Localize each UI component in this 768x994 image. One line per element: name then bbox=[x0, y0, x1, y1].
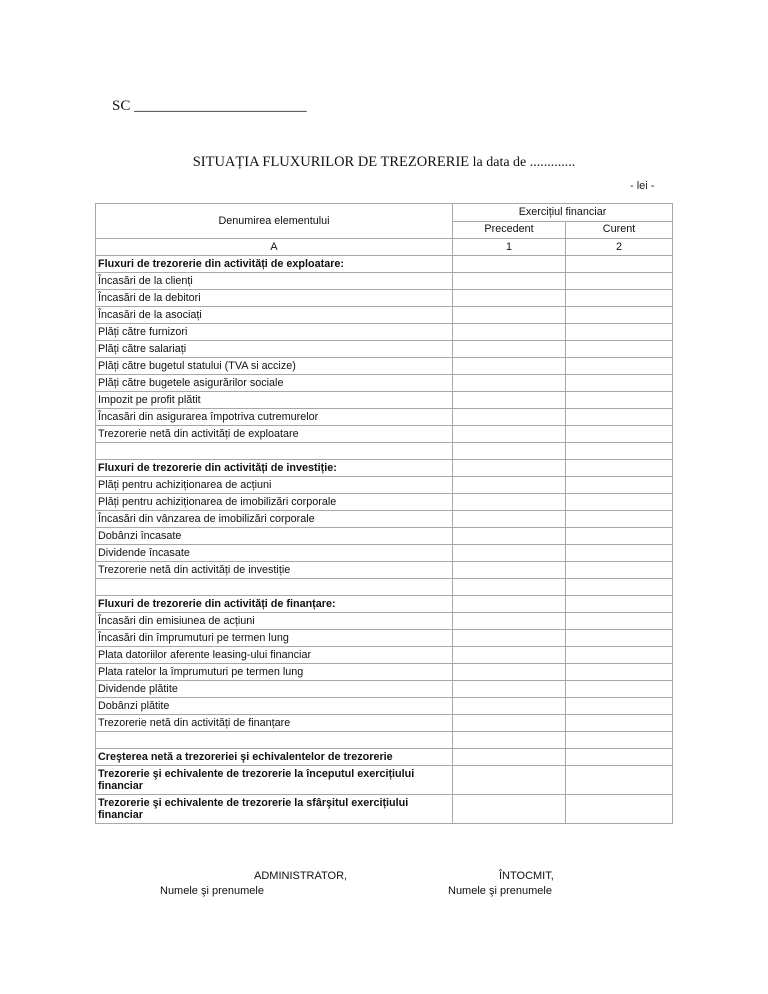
value-cell-previous[interactable] bbox=[453, 681, 566, 698]
value-cell-current[interactable] bbox=[566, 562, 673, 579]
row-label: Fluxuri de trezorerie din activități de finanțare: bbox=[96, 596, 453, 613]
admin-title: ADMINISTRATOR, bbox=[254, 870, 348, 882]
value-cell-previous[interactable] bbox=[453, 409, 566, 426]
value-cell-current[interactable] bbox=[566, 715, 673, 732]
currency-unit: - lei - bbox=[630, 180, 655, 192]
table-row bbox=[96, 613, 673, 630]
value-cell-current[interactable] bbox=[566, 681, 673, 698]
row-label: Încasări de la asociați bbox=[96, 307, 453, 324]
row-label: Dividende plătite bbox=[96, 681, 453, 698]
row-label: Încasări din emisiunea de acțiuni bbox=[96, 613, 453, 630]
row-label: Încasări din împrumuturi pe termen lung bbox=[96, 630, 453, 647]
value-cell-previous[interactable] bbox=[453, 795, 566, 824]
table-row bbox=[96, 511, 673, 528]
cash-flow-table bbox=[95, 203, 673, 824]
title-main: SITUAȚIA FLUXURILOR DE TREZORERIE bbox=[192, 154, 470, 170]
value-cell-previous[interactable] bbox=[453, 477, 566, 494]
value-cell-current[interactable] bbox=[566, 749, 673, 766]
value-cell-current[interactable] bbox=[566, 392, 673, 409]
table-row bbox=[96, 460, 673, 477]
value-cell-previous[interactable] bbox=[453, 307, 566, 324]
value-cell-previous[interactable] bbox=[453, 426, 566, 443]
table-row bbox=[96, 749, 673, 766]
value-cell-current[interactable] bbox=[566, 630, 673, 647]
value-cell-current[interactable] bbox=[566, 596, 673, 613]
value-cell-previous[interactable] bbox=[453, 528, 566, 545]
row-label: Trezorerie netă din activități de finanțare bbox=[96, 715, 453, 732]
table-row bbox=[96, 562, 673, 579]
value-cell-current[interactable] bbox=[566, 664, 673, 681]
value-cell-current[interactable] bbox=[566, 290, 673, 307]
row-spacer bbox=[96, 732, 453, 749]
header-financial-year: Exercițiul financiar bbox=[453, 204, 673, 222]
value-cell-previous[interactable] bbox=[453, 630, 566, 647]
table-row bbox=[96, 443, 673, 460]
company-line: SC _______________________ bbox=[112, 98, 307, 114]
value-cell-previous[interactable] bbox=[453, 443, 566, 460]
row-label: Trezorerie şi echivalente de trezorerie la începutul exercițiului financiar bbox=[96, 766, 453, 795]
prepared-title: ÎNTOCMIT, bbox=[499, 870, 554, 882]
row-label: Creşterea netă a trezoreriei şi echivalentelor de trezorerie bbox=[96, 749, 453, 766]
value-cell-previous[interactable] bbox=[453, 290, 566, 307]
table-row bbox=[96, 766, 673, 795]
header-current: Curent bbox=[566, 221, 673, 239]
row-label: Plăți către furnizori bbox=[96, 324, 453, 341]
row-label: Încasări din vânzarea de imobilizări corporale bbox=[96, 511, 453, 528]
table-row bbox=[96, 681, 673, 698]
value-cell-previous[interactable] bbox=[453, 749, 566, 766]
row-label: Încasări de la clienți bbox=[96, 273, 453, 290]
table-row bbox=[96, 375, 673, 392]
row-label: Plăți pentru achiziționarea de acțiuni bbox=[96, 477, 453, 494]
value-cell-previous[interactable] bbox=[453, 324, 566, 341]
value-cell-current[interactable] bbox=[566, 409, 673, 426]
table-row bbox=[96, 307, 673, 324]
value-cell-previous[interactable] bbox=[453, 375, 566, 392]
row-label: Trezorerie şi echivalente de trezorerie la sfârşitul exercițiului financiar bbox=[96, 795, 453, 824]
table-row bbox=[96, 579, 673, 596]
value-cell-previous[interactable] bbox=[453, 511, 566, 528]
table-row bbox=[96, 732, 673, 749]
row-label: Trezorerie netă din activități de investiție bbox=[96, 562, 453, 579]
row-label: Încasări de la debitori bbox=[96, 290, 453, 307]
value-cell-current[interactable] bbox=[566, 795, 673, 824]
table-row bbox=[96, 358, 673, 375]
table-row bbox=[96, 715, 673, 732]
row-label: Plata ratelor la împrumuturi pe termen lung bbox=[96, 664, 453, 681]
value-cell-previous[interactable] bbox=[453, 613, 566, 630]
table-row bbox=[96, 664, 673, 681]
value-cell-current[interactable] bbox=[566, 579, 673, 596]
document-title bbox=[0, 154, 768, 171]
table-row bbox=[96, 409, 673, 426]
value-cell-previous[interactable] bbox=[453, 766, 566, 795]
row-label: Plăți pentru achiziționarea de imobilizări corporale bbox=[96, 494, 453, 511]
value-cell-current[interactable] bbox=[566, 732, 673, 749]
value-cell-current[interactable] bbox=[566, 443, 673, 460]
value-cell-previous[interactable] bbox=[453, 545, 566, 562]
table-row bbox=[96, 392, 673, 409]
value-cell-previous[interactable] bbox=[453, 358, 566, 375]
value-cell-previous[interactable] bbox=[453, 698, 566, 715]
value-cell-current[interactable] bbox=[566, 511, 673, 528]
table-row bbox=[96, 647, 673, 664]
table-row bbox=[96, 795, 673, 824]
table-row bbox=[96, 698, 673, 715]
value-cell-previous[interactable] bbox=[453, 647, 566, 664]
table-row bbox=[96, 477, 673, 494]
row-label: Plata datoriilor aferente leasing-ului financiar bbox=[96, 647, 453, 664]
header-element-name: Denumirea elementului bbox=[96, 204, 453, 239]
index-current: 2 bbox=[566, 239, 673, 256]
table-row bbox=[96, 528, 673, 545]
table-row bbox=[96, 630, 673, 647]
row-label: Dobânzi încasate bbox=[96, 528, 453, 545]
header-previous: Precedent bbox=[453, 221, 566, 239]
value-cell-previous[interactable] bbox=[453, 664, 566, 681]
value-cell-current[interactable] bbox=[566, 494, 673, 511]
value-cell-current[interactable] bbox=[566, 375, 673, 392]
title-date: la data de ............. bbox=[469, 155, 576, 170]
value-cell-previous[interactable] bbox=[453, 460, 566, 477]
value-cell-previous[interactable] bbox=[453, 273, 566, 290]
table-row bbox=[96, 596, 673, 613]
table-body bbox=[96, 256, 673, 824]
value-cell-current[interactable] bbox=[566, 256, 673, 273]
value-cell-current[interactable] bbox=[566, 647, 673, 664]
index-name: A bbox=[96, 239, 453, 256]
value-cell-current[interactable] bbox=[566, 460, 673, 477]
row-spacer bbox=[96, 443, 453, 460]
value-cell-previous[interactable] bbox=[453, 715, 566, 732]
value-cell-current[interactable] bbox=[566, 613, 673, 630]
row-label: Dobânzi plătite bbox=[96, 698, 453, 715]
index-previous: 1 bbox=[453, 239, 566, 256]
value-cell-current[interactable] bbox=[566, 426, 673, 443]
table-row bbox=[96, 494, 673, 511]
row-label: Plăți către bugetul statului (TVA si accize) bbox=[96, 358, 453, 375]
row-label: Plăți către salariați bbox=[96, 341, 453, 358]
value-cell-previous[interactable] bbox=[453, 596, 566, 613]
value-cell-current[interactable] bbox=[566, 477, 673, 494]
row-label: Trezorerie netă din activități de exploatare bbox=[96, 426, 453, 443]
value-cell-current[interactable] bbox=[566, 341, 673, 358]
value-cell-current[interactable] bbox=[566, 545, 673, 562]
table-row bbox=[96, 273, 673, 290]
value-cell-current[interactable] bbox=[566, 307, 673, 324]
value-cell-previous[interactable] bbox=[453, 341, 566, 358]
value-cell-current[interactable] bbox=[566, 273, 673, 290]
table-row bbox=[96, 426, 673, 443]
table-row bbox=[96, 290, 673, 307]
value-cell-previous[interactable] bbox=[453, 494, 566, 511]
value-cell-previous[interactable] bbox=[453, 256, 566, 273]
row-label: Fluxuri de trezorerie din activități de investiție: bbox=[96, 460, 453, 477]
value-cell-current[interactable] bbox=[566, 698, 673, 715]
table-row bbox=[96, 324, 673, 341]
table-row bbox=[96, 341, 673, 358]
table-row bbox=[96, 545, 673, 562]
row-label: Dividende încasate bbox=[96, 545, 453, 562]
admin-name-label: Numele şi prenumele bbox=[160, 885, 264, 897]
value-cell-current[interactable] bbox=[566, 358, 673, 375]
value-cell-current[interactable] bbox=[566, 528, 673, 545]
value-cell-previous[interactable] bbox=[453, 562, 566, 579]
value-cell-current[interactable] bbox=[566, 324, 673, 341]
value-cell-current[interactable] bbox=[566, 766, 673, 795]
value-cell-previous[interactable] bbox=[453, 579, 566, 596]
row-label: Impozit pe profit plătit bbox=[96, 392, 453, 409]
row-label: Plăți către bugetele asigurărilor sociale bbox=[96, 375, 453, 392]
row-label: Încasări din asigurarea împotriva cutremurelor bbox=[96, 409, 453, 426]
row-spacer bbox=[96, 579, 453, 596]
table-row bbox=[96, 256, 673, 273]
row-label: Fluxuri de trezorerie din activități de exploatare: bbox=[96, 256, 453, 273]
prepared-name-label: Numele şi prenumele bbox=[448, 885, 552, 897]
value-cell-previous[interactable] bbox=[453, 732, 566, 749]
value-cell-previous[interactable] bbox=[453, 392, 566, 409]
